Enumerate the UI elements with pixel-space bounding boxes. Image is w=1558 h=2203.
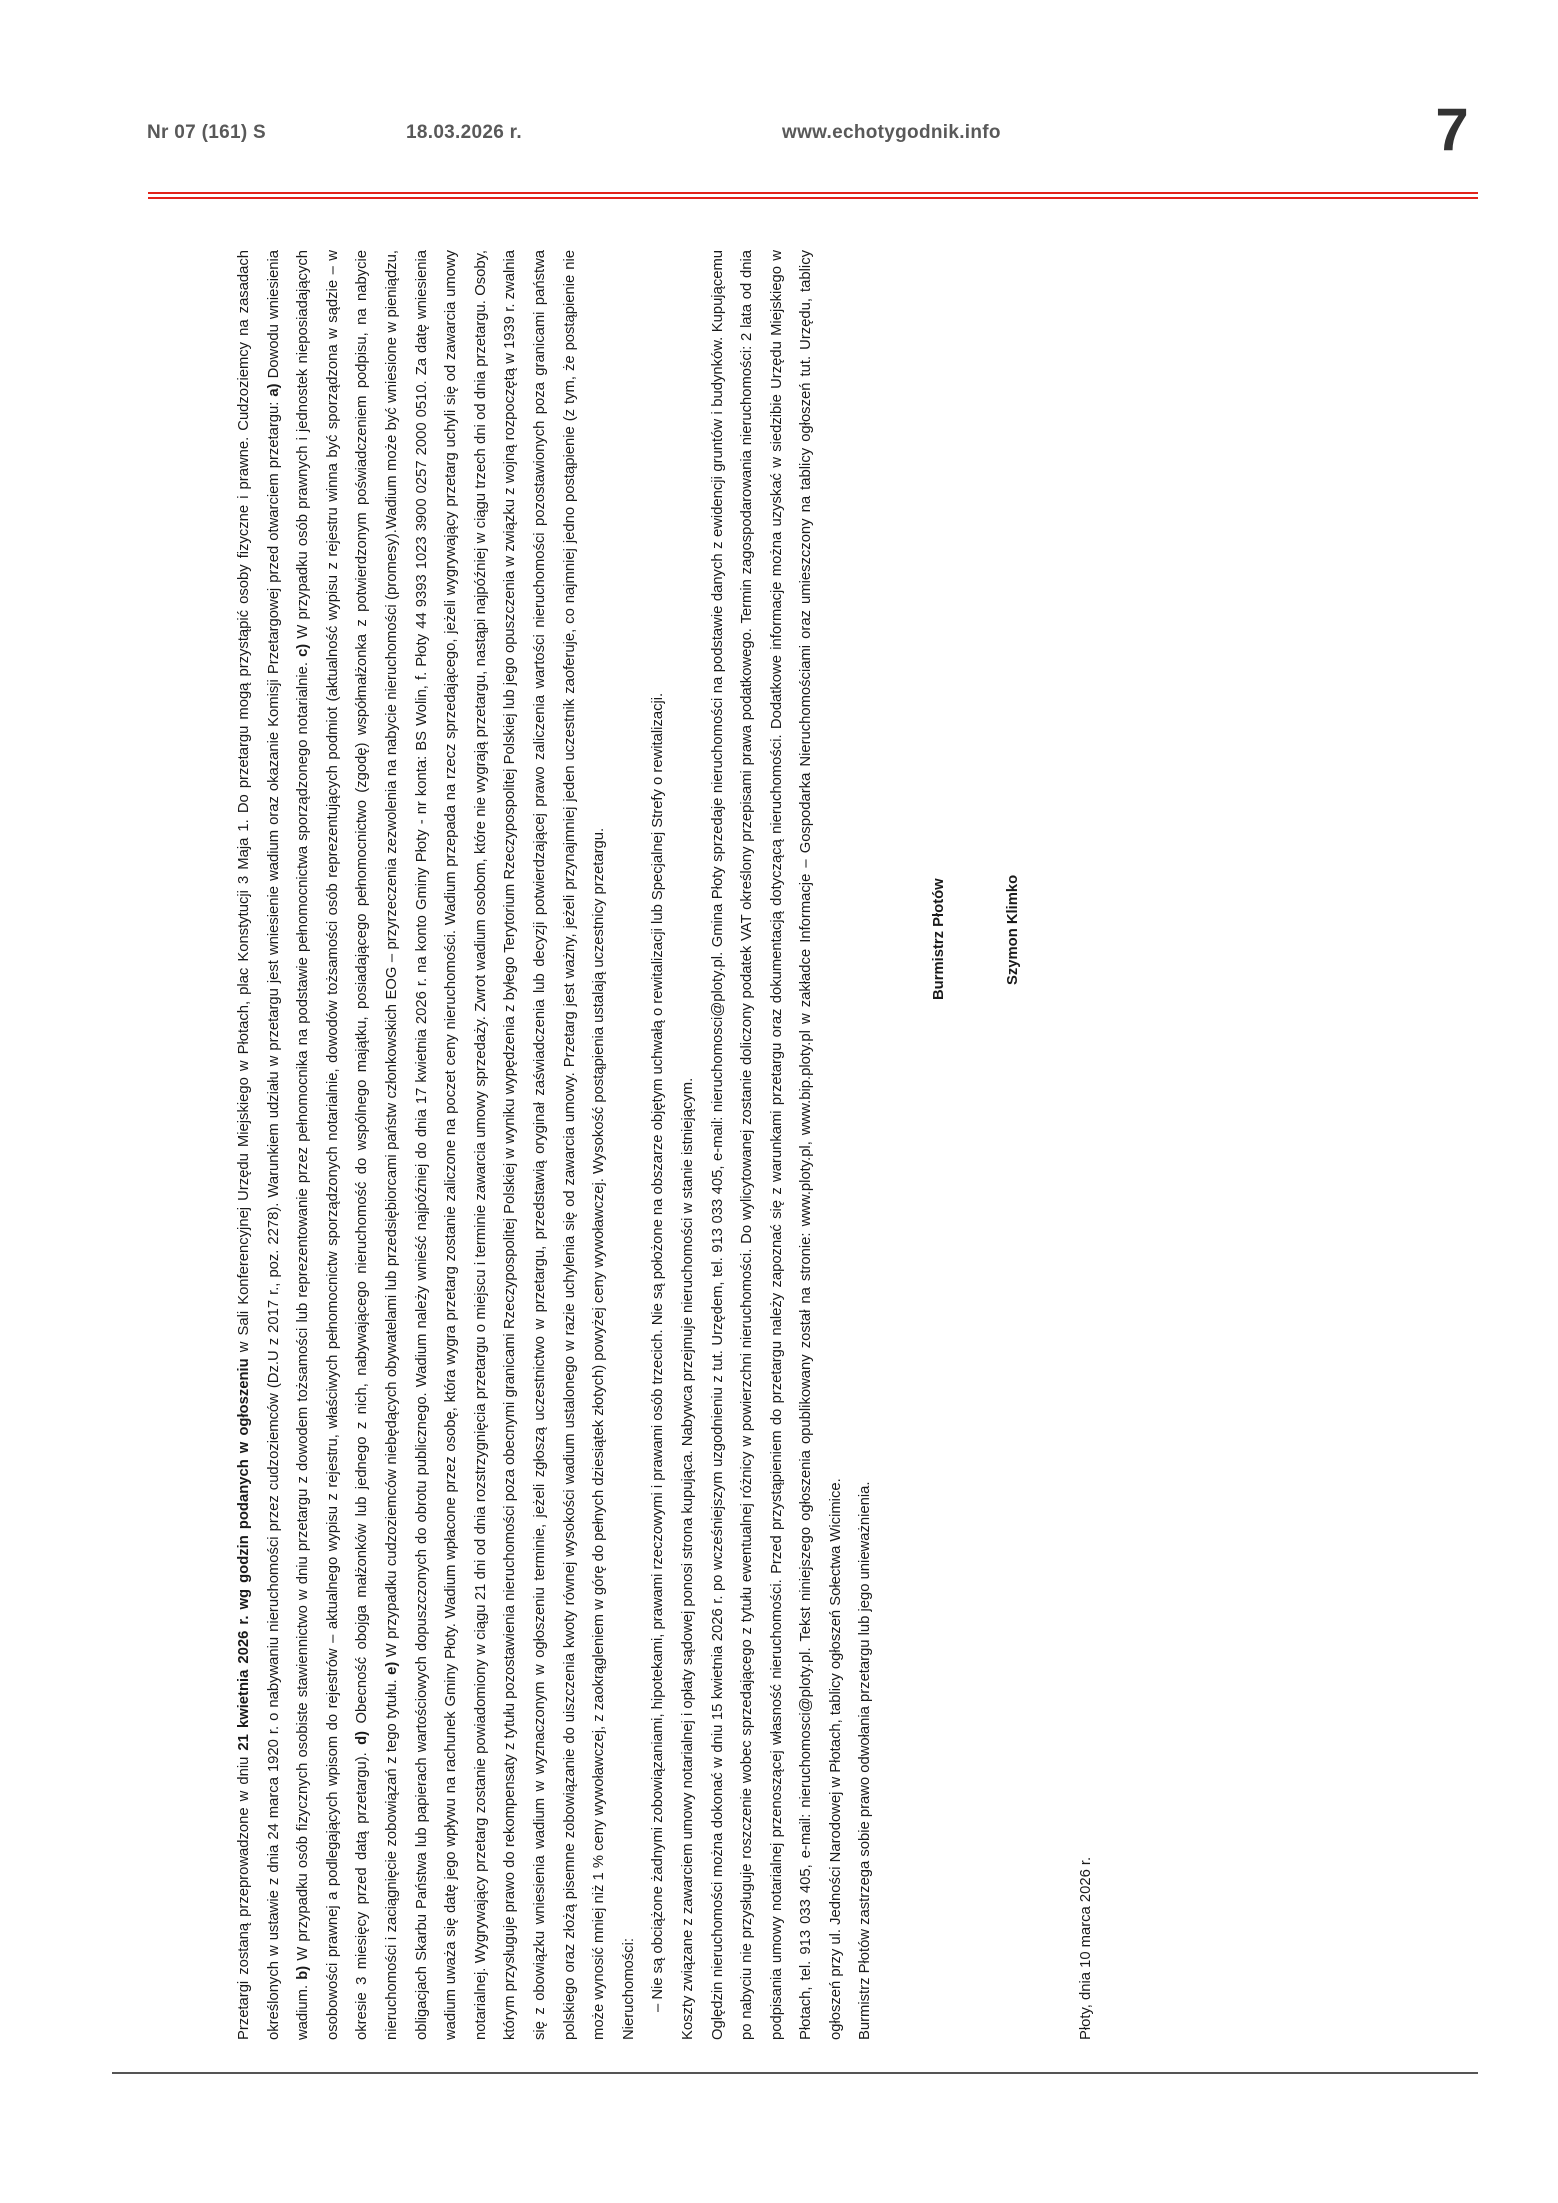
costs-paragraph: Koszty związane z zawarciem umowy notarialnej i opłaty sądowej ponosi strona kupująca. Nabywca przejmuje nieruchomości w stanie istniejącym. [679, 1077, 696, 2040]
signature-name: Szymon Klimko [1004, 874, 1021, 985]
issue-number: Nr 07 (161) S [147, 122, 267, 143]
header-rule-bottom [148, 197, 1478, 199]
footer-rule [112, 2072, 1478, 2074]
place-and-date: Płoty, dnia 10 marca 2026 r. [1078, 1856, 1095, 2040]
inspection-paragraph: Oględzin nieruchomości można dokonać w dniu 15 kwietnia 2026 r. po wcześniejszym uzgodnieniu z tut. Urzędem, tel. 913 033 405, e-mail: nieruchomosci@ploty.pl. Gmina Płoty sprzedaje nieruchomości na podstawie danych z ewidencji gruntów i budynków. Kupującemu po nabyciu nie przysługuje roszczenie wobec sprzedającego z tytułu ewentualnej różnicy w powierzchni nieruchomości. Do wylicytowanej zostanie doliczony podatek VAT określony przepisami prawa podatkowego. Termin zagospodarowania nieruchomości: 2 lata od dnia podpisania umowy notarialnej przenoszącej własność nieruchomości. Przed przystąpieniem do przetargu należy zapoznać się z warunkami przetargu oraz dokumentacją dotyczącą nieruchomości. Dodatkowe informacje można uzyskać w siedzibie Urzędu Miejskiego w Płotach, tel. 913 033 405, e-mail: nieruchomosci@ploty.pl. Tekst niniejszego ogłoszenia opublikowany został na stronie: www.ploty.pl, www.bip.ploty.pl w zakładce Informacje – Gospodarka Nieruchomościami oraz umieszczony na tablicy ogłoszeń tut. Urzędu, tablicy ogłoszeń przy ul. Jedności Narodowej w Płotach, tablicy ogłoszeń Sołectwa Wicimice. [709, 250, 844, 2040]
properties-list-item: – Nie są obciążone żadnymi zobowiązaniami, hipotekami, prawami rzeczowymi i prawami osób trzecich. Nie są położone na obszarze objętym uchwałą o rewitalizacji lub Specjalnej Strefy o rewitalizacji. [650, 692, 667, 2012]
properties-heading: Nieruchomości: [620, 1938, 637, 2040]
page-number: 7 [1435, 96, 1469, 163]
issue-date: 18.03.2026 r. [406, 122, 522, 143]
rotated-announcement-body [230, 250, 1250, 2040]
tender-conditions-paragraph: Przetargi zostaną przeprowadzone w dniu 21 kwietnia 2026 r. wg godzin podanych w ogłoszeniu w Sali Konferencyjnej Urzędu Miejskiego w Płotach, plac Konstytucji 3 Maja 1. Do przetargu mogą przystąpić osoby fizyczne i prawne. Cudzoziemcy na zasadach określonych w ustawie z dnia 24 marca 1920 r. o nabywaniu nieruchomości przez cudzoziemców (Dz.U z 2017 r., poz. 2278). Warunkiem udziału w przetargu jest wniesienie wadium oraz okazanie Komisji Przetargowej przed otwarciem przetargu: a) Dowodu wniesienia wadium. b) W przypadku osób fizycznych osobiste stawiennictwo w dniu przetargu z dowodem tożsamości lub reprezentowanie przez pełnomocnika na podstawie pełnomocnictwa sporządzonego notarialnie. c) W przypadku osób prawnych i jednostek nieposiadających osobowości prawnej a podlegających wpisom do rejestrów – aktualnego wypisu z rejestru, właściwych pełnomocnictw sporządzonych notarialnie, dowodów tożsamości osób reprezentujących podmiot (aktualność wypisu z rejestru winna być sporządzona w sądzie – w okresie 3 miesięcy przed datą przetargu). d) Obecność obojga małżonków lub jednego z nich, nabywającego nieruchomość do wspólnego majątku, posiadającego pełnomocnictwo (zgodę) współmałżonka z potwierdzonym poświadczeniem podpisu, na nabycie nieruchomości i zaciągnięcie zobowiązań z tego tytułu. e) W przypadku cudzoziemców niebędących obywatelami lub przedsiębiorcami państw członkowskich EOG – przyrzeczenia zezwolenia na nabycie nieruchomości (promesy).Wadium może być wniesione w pieniądzu, obligacjach Skarbu Państwa lub papierach wartościowych dopuszczonych do obrotu publicznego. Wadium należy wnieść najpóźniej do dnia 17 kwietnia 2026 r. na konto Gminy Płoty - nr konta: BS Wolin, f. Płoty 44 9393 1023 3900 0257 2000 0510. Za datę wniesienia wadium uważa się datę jego wpływu na rachunek Gminy Płoty. Wadium wpłacone przez osobę, która wygra przetarg zostanie zaliczone na poczet ceny nieruchomości. Wadium przepada na rzecz sprzedającego, jeżeli wygrywający przetarg uchyli się od zawarcia umowy notarialnej. Wygrywający przetarg zostanie powiadomiony w ciągu 21 dni od dnia rozstrzygnięcia przetargu o miejscu i terminie zawarcia umowy sprzedaży. Zwrot wadium osobom, które nie wygrają przetargu, nastąpi najpóźniej w ciągu trzech dni od dnia przetargu. Osoby, którym przysługuje prawo do rekompensaty z tytułu pozostawienia nieruchomości poza obecnymi granicami Rzeczypospolitej Polskiej w wyniku wypędzenia z byłego Terytorium Rzeczypospolitej Polskiej lub jego opuszczenia w związku z wojną rozpoczętą w 1939 r. zwalnia się z obowiązku wniesienia wadium w wyznaczonym w ogłoszeniu terminie, jeżeli zgłoszą uczestnictwo w przetargu, przedstawią oryginał zaświadczenia lub decyzji potwierdzającej prawo zaliczenia wartości nieruchomości pozostawionych poza granicami państwa polskiego oraz złożą pisemne zobowiązanie do uiszczenia kwoty równej wysokości wadium ustalonego w razie uchylenia się od zawarcia umowy. Przetarg jest ważny, jeżeli przynajmniej jeden uczestnik zaoferuje, co najmniej jedno postąpienie (z tym, że postąpienie nie może wynosić mniej niż 1 % ceny wywoławczej, z zaokrągleniem w górę do pełnych dziesiątek złotych) powyżej ceny wywoławczej. Wysokość postąpienia ustalają uczestnicy przetargu. [236, 249, 608, 2040]
signature-title: Burmistrz Płotów [931, 878, 948, 1000]
cancellation-paragraph: Burmistrz Płotów zastrzega sobie prawo odwołania przetargu lub jego unieważnienia. [857, 1481, 874, 2040]
header-rule-top [148, 192, 1478, 194]
website-url: www.echotygodnik.info [782, 122, 1001, 143]
